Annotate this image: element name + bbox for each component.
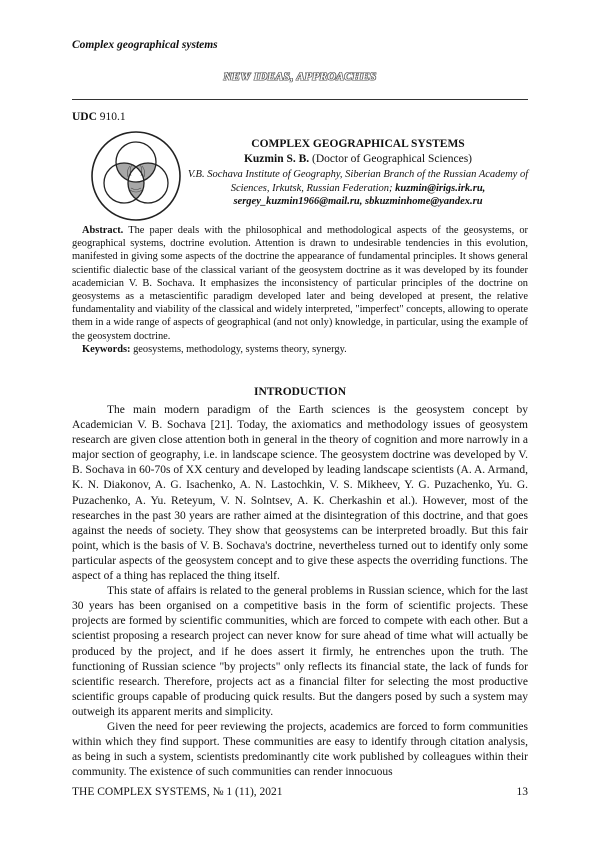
section-banner: NEW IDEAS, APPROACHES (223, 71, 377, 83)
running-head: Complex geographical systems (72, 39, 218, 51)
affiliation-text: V.B. Sochava Institute of Geography, Siberian Branch of the Russian Academy of Sciences, Irkutsk, Russian Federation; (187, 169, 529, 194)
udc-line (72, 111, 126, 123)
abstract-label: Abstract. (82, 225, 124, 236)
body-text (72, 403, 528, 780)
article-header (180, 137, 536, 209)
abstract-text: The paper deals with the philosophical and methodological aspects of the geosystems, or geographical systems, doctrine evolution. Attention is drawn to undesirable tendencies in this evolution, manifested in giving some aspects of the doctrine the appearance of fundamental principles. It shows general scientific dialectic base of the classical variant of the geosystem doctrine as it was developed by its founder academician V. B. Sochava. It emphasizes the inconsistency of particular principles of the doctrine on geosystems as a metascientific paradigm developed later and being developed at present, the relative fundamentality and viability of the classical and widely interpreted, "imperfect" concepts, allowing to operate them in a wide range of aspects of geographical (and not only) knowledge, in particular, using the example of the geosystem doctrine. (72, 225, 528, 342)
body-paragraph: The main modern paradigm of the Earth sciences is the geosystem concept by Academician V. B. Sochava [21]. Today, the axiomatics and methodology issues of geosystem research are given close attention both in general in the theory of cognition and more narrowly in a major section of geography, i.e. in landscape science. The geosystem doctrine was developed by V. B. Sochava in 60-70s of XX century and developed by leading landscape scientists (A. A. Armand, K. N. Diakonov, A. G. Isachenko, A. N. Lastochkin, V. S. Mikheev, Y. G. Puzachenko, Yu. G. Puzachenko, A. Yu. Reteyum, V. N. Solntsev, A. K. Cherkashin et al.). However, most of the researches in the past 30 years are rather aimed at the disintegration of this doctrine, and that goes against the needs of society. They show that geosystems can be interpreted broadly. But this fair point, which is the basis of V. B. Sochava's doctrine, nevertheless turned out to identify only some particular aspects of the geosystem concept and to give these aspects the overriding functions. The aspect of a thing has replaced the thing itself. (72, 404, 528, 583)
body-paragraph: Given the need for peer reviewing the projects, academics are forced to form communities within which they find support. These communities are easy to identify through citation analysis, as being in such a system, scientists predominantly cite work published by colleagues within their community. The existence of such communities can render innocuous (72, 720, 528, 779)
affiliation (180, 168, 536, 209)
section-heading-introduction: INTRODUCTION (253, 386, 346, 398)
header-rule (72, 99, 528, 100)
keywords-text: geosystems, methodology, systems theory, synergy. (130, 343, 347, 355)
email-links[interactable]: sergey_kuzmin1966@mail.ru, sbkuzminhome@yandex.ru (233, 196, 483, 207)
footer-journal: THE COMPLEX SYSTEMS, № 1 (11), 2021 (72, 786, 283, 798)
udc-value: 910.1 (96, 111, 126, 123)
abstract (72, 224, 528, 356)
abstract-paragraph (72, 224, 528, 343)
udc-label: UDC (72, 111, 97, 123)
author-degree: (Doctor of Geographical Sciences) (309, 153, 473, 165)
keywords-paragraph (72, 343, 528, 356)
body-paragraph: This state of affairs is related to the general problems in Russian science, which for the last 30 years has been organised on a competitive basis in the form of scientific projects. These projects are formed by scientific communities, which are forced to compete with each other. But a scientist proposing a research project can never know for sure ahead of time what will actually be produced by the project, and if he does assert it firmly, he entrenches upon the truth. The functioning of Russian science "by projects" only reflects its financial state, the lack of funds for scientific research. Therefore, projects act as a financial filter for selecting the most productive scientific groups capable of producing quick results. But the dangers posed by such a system may outweigh its apparent merits and simplicity. (72, 585, 528, 718)
page-number: 13 (516, 786, 528, 798)
author-line (180, 152, 536, 167)
email-link[interactable]: kuzmin@irigs.irk.ru, (395, 182, 486, 194)
author-name: Kuzmin S. B. (243, 153, 310, 165)
article-title: COMPLEX GEOGRAPHICAL SYSTEMS (251, 138, 465, 150)
keywords-label: Keywords: (82, 343, 131, 355)
overlapping-circles-logo (86, 124, 186, 224)
